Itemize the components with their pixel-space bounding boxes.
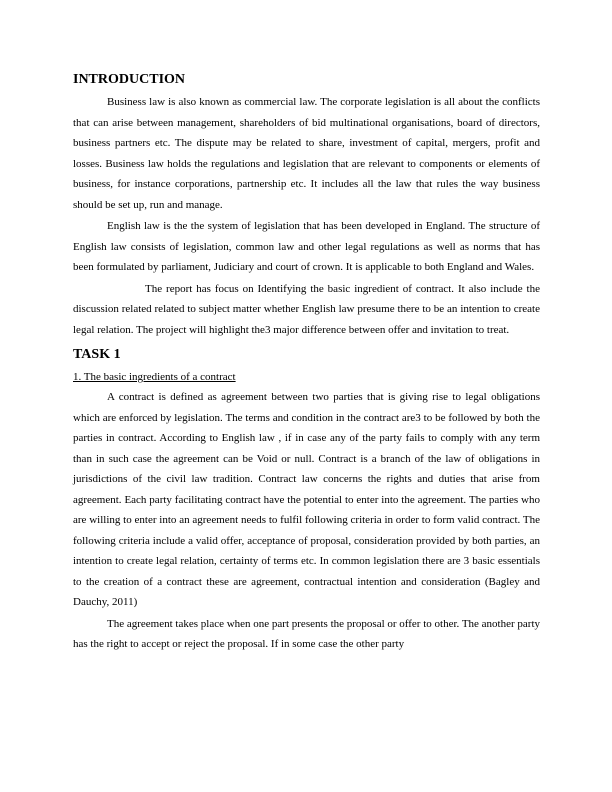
introduction-paragraph-1: Business law is also known as commercial law. The corporate legislation is all about the conflicts that can arise between management, shareholders of bid multinational organisations, board of directors, business partners etc. The dispute may be related to share, investment of capital, mergers, profit and losses. Business law holds the regulations and legislation that are relevant to components or elements of business, for instance corporations, partnership etc. It includes all the law that rules the way business should be set up, run and manage.: [73, 96, 540, 211]
task1-subheading: 1. The basic ingredients of a contract: [73, 371, 236, 383]
task1-paragraph-2: The agreement takes place when one part presents the proposal or offer to other. The another party has the right to accept or reject the proposal. If in some case the other party: [73, 617, 541, 650]
task1-paragraph-1: A contract is defined as agreement between two parties that is giving rise to legal obligations which are enforced by legislation. The terms and condition in the contract are3 to be followed by both the parties in contract. According to English law , if in case any of the party fails to comply with any term than in such case the agreement can be Void or null. Contract is a branch of the law of obligations in jurisdictions of the civil law tradition. Contract law concerns the rights and duties that arise from agreement. Each party facilitating contract have the potential to enter into the agreement. The parties who are willing to enter into an agreement needs to fulfil following criteria in order to form valid contract. The following criteria include a valid offer, acceptance of proposal, consideration provided by both parties, an intention to create legal relation, certainty of terms etc. In common legislation there are 3 basic essentials to the creation of a contract these are agreement, contractual intention and consideration (Bagley and Dauchy, 2011): [73, 391, 540, 608]
introduction-paragraph-2: English law is the the system of legislation that has been developed in England. The structure of English law consists of legislation, common law and other legal regulations as well as norms that has been formulated by parliament, Judiciary and court of crown. It is applicable to both England and Wales.: [73, 220, 540, 273]
introduction-heading: INTRODUCTION: [73, 72, 186, 87]
task1-heading: TASK 1: [73, 347, 121, 362]
document-page: [73, 70, 540, 656]
introduction-paragraph-3: The report has focus on Identifying the basic ingredient of contract. It also include the discussion related related to subject matter whether English law presume there to be an intention to create legal relation. The project will highlight the3 major difference between offer and invitation to treat.: [73, 282, 540, 336]
